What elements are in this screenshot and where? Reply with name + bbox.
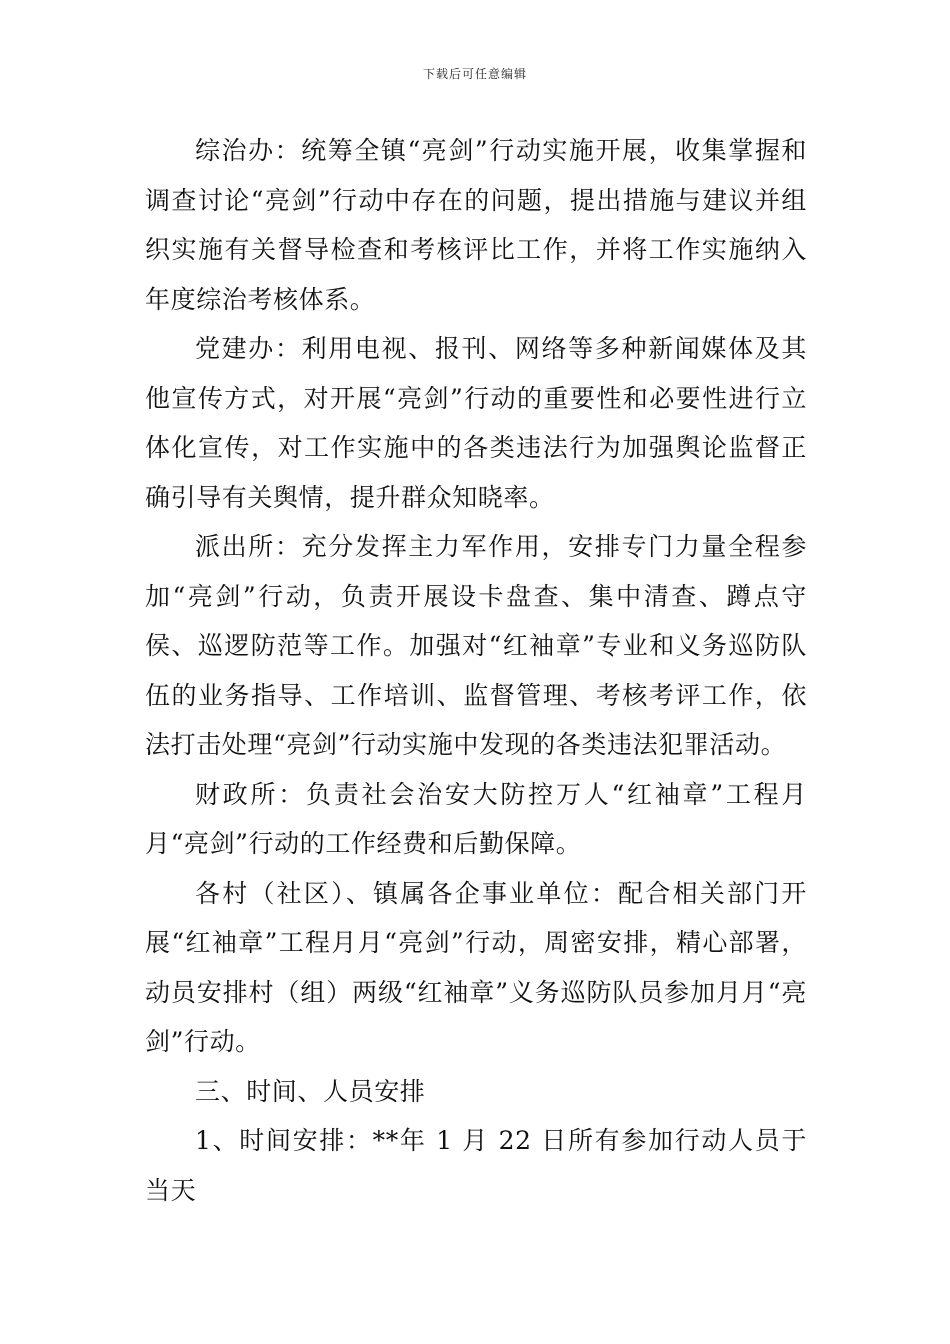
paragraph-village-units: 各村（社区）、镇属各企事业单位：配合相关部门开展“红袖章”工程月月“亮剑”行动，周密安排，精心部署，动员安排村（组）两级“红袖章”义务巡防队员参加月月“亮剑”行动。 [145, 878, 807, 1056]
document-body [145, 126, 807, 1215]
section-heading-time-personnel: 三、时间、人员安排 [195, 1076, 426, 1106]
paragraph-paichusuo: 派出所：充分发挥主力军作用，安排专门力量全程参加“亮剑”行动，负责开展设卡盘查、集中清查、蹲点守侯、巡逻防范等工作。加强对“红袖章”专业和义务巡防队伍的业务指导、工作培训、监督管理、考核考评工作，依法打击处理“亮剑”行动实施中发现的各类违法犯罪活动。 [145, 532, 807, 759]
paragraph-dangjianban: 党建办：利用电视、报刊、网络等多种新闻媒体及其他宣传方式，对开展“亮剑”行动的重要性和必要性进行立体化宣传，对工作实施中的各类违法行为加强舆论监督正确引导有关舆情，提升群众知晓率。 [145, 334, 807, 512]
paragraph-caizhengsuo: 财政所：负责社会治安大防控万人“红袖章”工程月月“亮剑”行动的工作经费和后勤保障。 [145, 779, 807, 858]
paragraph-zongzhiban: 综治办：统筹全镇“亮剑”行动实施开展，收集掌握和调查讨论“亮剑”行动中存在的问题，提出措施与建议并组织实施有关督导检查和考核评比工作，并将工作实施纳入年度综治考核体系。 [145, 136, 807, 314]
page-header-note: 下载后可任意编辑 [422, 67, 527, 81]
paragraph-time-arrangement: 1、时间安排：**年 1 月 22 日所有参加行动人员于当天 [145, 1126, 807, 1205]
